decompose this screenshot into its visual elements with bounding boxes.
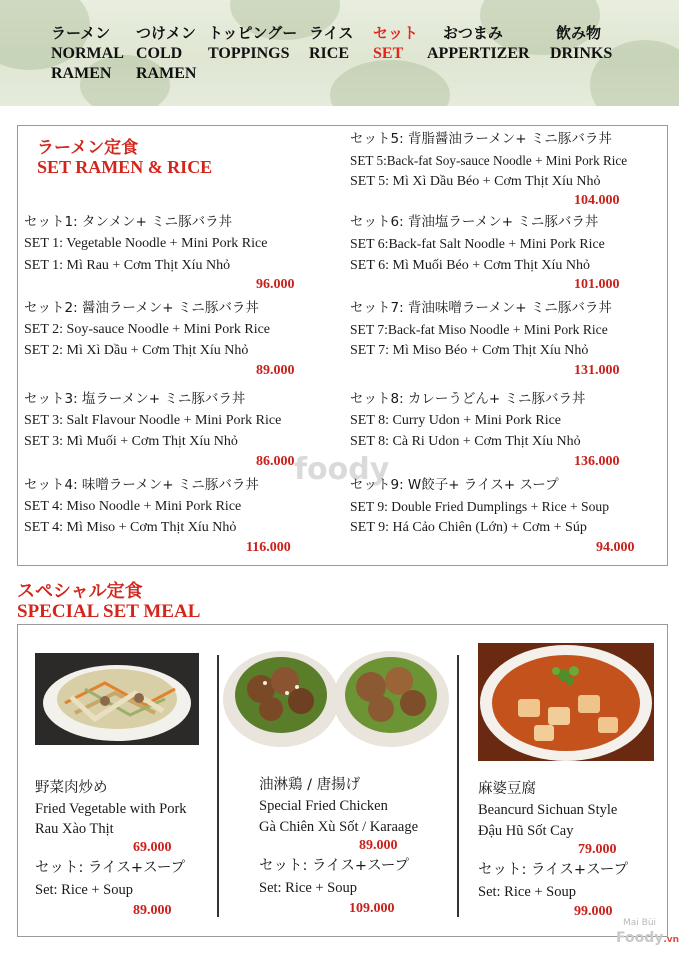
set-ramen-rice-box	[17, 125, 668, 566]
set-price: 89.000	[256, 363, 295, 378]
nav-label-jp: 飲み物	[556, 26, 602, 42]
dish-name-jp: 麻婆豆腐	[478, 781, 536, 797]
dish-name-vi: Đậu Hũ Sốt Cay	[478, 823, 574, 839]
nav-label-jp: ラーメン	[51, 26, 111, 42]
nav-rice[interactable]	[309, 24, 353, 64]
foody-logo	[616, 930, 679, 946]
nav-label-en: APPERTIZER	[427, 45, 530, 62]
nav-normal-ramen[interactable]	[51, 24, 124, 84]
set-name-en: SET 3: Salt Flavour Noodle + Mini Pork Rice	[24, 413, 282, 428]
set-name-en: SET 1: Vegetable Noodle + Mini Pork Rice	[24, 236, 268, 251]
set-name-vi: SET 7: Mì Miso Béo + Cơm Thịt Xíu Nhỏ	[350, 343, 589, 358]
nav-label-jp: おつまみ	[443, 26, 503, 42]
dish-name-en: Fried Vegetable with Pork	[35, 801, 187, 817]
uploader-watermark: Mai Bùi	[623, 918, 657, 928]
set-price: 131.000	[574, 363, 620, 378]
dish-name-vi: Gà Chiên Xù Sốt / Karaage	[259, 819, 419, 835]
nav-label-jp: トッピングー	[208, 26, 298, 42]
set-price: 96.000	[256, 277, 295, 292]
nav-cold-ramen[interactable]	[136, 24, 196, 84]
set-name-vi: SET 8: Cà Ri Udon + Cơm Thịt Xíu Nhỏ	[350, 434, 581, 449]
dish-price: 69.000	[133, 840, 172, 855]
special-title-jp: スペシャル定食	[17, 581, 143, 602]
nav-appetizer[interactable]	[427, 24, 530, 64]
mapo-tofu-photo	[478, 643, 654, 761]
set-price: 104.000	[574, 193, 620, 208]
set-name-vi: SET 9: Há Cảo Chiên (Lớn) + Cơm + Súp	[350, 520, 587, 535]
nav-label-jp: ライス	[309, 26, 354, 42]
set-price: 94.000	[596, 540, 635, 555]
section-title-jp: ラーメン定食	[37, 138, 139, 158]
set-name-jp: セット9: W餃子+ ライス+ スープ	[350, 477, 559, 493]
set-option-jp: セット: ライス+スープ	[35, 860, 186, 876]
dish-name-en: Special Fried Chicken	[259, 798, 388, 814]
fried-chicken-photo	[221, 643, 454, 751]
set-name-en: SET 8: Curry Udon + Mini Pork Rice	[350, 413, 562, 428]
set-name-en: SET 4: Miso Noodle + Mini Pork Rice	[24, 499, 242, 514]
nav-label-en: NORMAL	[51, 45, 124, 62]
nav-label-en: SET	[373, 45, 404, 62]
dish-name-vi: Rau Xào Thịt	[35, 821, 114, 837]
set-name-jp: セット4: 味噌ラーメン+ ミニ豚バラ丼	[24, 477, 259, 493]
nav-drinks[interactable]	[550, 24, 612, 64]
nav-label-en: RICE	[309, 45, 350, 62]
set-name-vi: SET 6: Mì Muối Béo + Cơm Thịt Xíu Nhỏ	[350, 258, 590, 273]
nav-set[interactable]	[373, 24, 418, 64]
set-name-en: SET 2: Soy-sauce Noodle + Mini Pork Rice	[24, 322, 271, 337]
set-name-jp: セット6: 背油塩ラーメン+ ミニ豚バラ丼	[350, 214, 599, 230]
set-name-en: SET 7:Back-fat Miso Noodle + Mini Pork Rice	[350, 322, 608, 337]
nav-label-en: TOPPINGS	[208, 45, 290, 62]
set-name-en: SET 5:Back-fat Soy-sauce Noodle + Mini Pork Rice	[350, 153, 628, 168]
header-banner	[0, 0, 679, 106]
set-name-vi: SET 1: Mì Rau + Cơm Thịt Xíu Nhỏ	[24, 258, 231, 273]
set-name-en: SET 6:Back-fat Salt Noodle + Mini Pork Rice	[350, 236, 605, 251]
nav-toppings[interactable]	[208, 24, 297, 64]
set-name-jp: セット5: 背脂醤油ラーメン+ ミニ豚バラ丼	[350, 131, 612, 147]
set-name-vi: SET 5: Mì Xì Dầu Béo + Cơm Thịt Xíu Nhỏ	[350, 174, 601, 189]
fried-vegetable-photo	[35, 653, 199, 745]
dish-name-en: Beancurd Sichuan Style	[478, 802, 618, 818]
set-option-jp: セット: ライス+スープ	[259, 858, 410, 874]
set-name-jp: セット3: 塩ラーメン+ ミニ豚バラ丼	[24, 391, 246, 407]
section-title-en: SET RAMEN & RICE	[37, 157, 213, 177]
set-price: 86.000	[256, 454, 295, 469]
nav-label-en-2: RAMEN	[51, 65, 112, 82]
set-option-price: 89.000	[133, 903, 172, 918]
set-name-jp: セット1: タンメン+ ミニ豚バラ丼	[24, 214, 233, 230]
column-divider	[457, 655, 459, 917]
nav-label-en-2: RAMEN	[136, 65, 197, 82]
foody-watermark: foody	[294, 452, 390, 487]
set-option-en: Set: Rice + Soup	[478, 884, 576, 900]
set-option-price: 99.000	[574, 904, 613, 919]
dish-price: 79.000	[578, 842, 617, 857]
set-price: 101.000	[574, 277, 620, 292]
set-name-jp: セット8: カレーうどん+ ミニ豚バラ丼	[350, 391, 586, 407]
column-divider	[217, 655, 219, 917]
set-name-vi: SET 3: Mì Muối + Cơm Thịt Xíu Nhỏ	[24, 434, 238, 449]
dish-name-jp: 油淋鶏 / 唐揚げ	[259, 777, 361, 793]
set-name-jp: セット7: 背油味噌ラーメン+ ミニ豚バラ丼	[350, 300, 612, 316]
nav-label-en: DRINKS	[550, 45, 613, 62]
set-name-en: SET 9: Double Fried Dumplings + Rice + Soup	[350, 499, 610, 514]
set-price: 116.000	[246, 540, 291, 555]
special-title-en: SPECIAL SET MEAL	[17, 601, 201, 622]
nav-label-jp: つけメン	[136, 26, 197, 42]
nav-label-jp: セット	[373, 26, 419, 42]
special-set-box	[17, 624, 668, 937]
dish-name-jp: 野菜肉炒め	[35, 780, 108, 796]
set-name-jp: セット2: 醤油ラーメン+ ミニ豚バラ丼	[24, 300, 259, 316]
set-name-vi: SET 2: Mì Xì Dầu + Cơm Thịt Xíu Nhỏ	[24, 343, 249, 358]
foody-logo-suffix: .vn	[663, 935, 679, 945]
set-price: 136.000	[574, 454, 620, 469]
dish-price: 89.000	[359, 838, 398, 853]
foody-logo-text: Foody	[616, 930, 664, 946]
set-option-en: Set: Rice + Soup	[259, 880, 357, 896]
set-option-jp: セット: ライス+スープ	[478, 862, 629, 878]
set-option-en: Set: Rice + Soup	[35, 882, 133, 898]
nav-label-en: COLD	[136, 45, 183, 62]
set-name-vi: SET 4: Mì Miso + Cơm Thịt Xíu Nhỏ	[24, 520, 237, 535]
set-option-price: 109.000	[349, 901, 395, 916]
